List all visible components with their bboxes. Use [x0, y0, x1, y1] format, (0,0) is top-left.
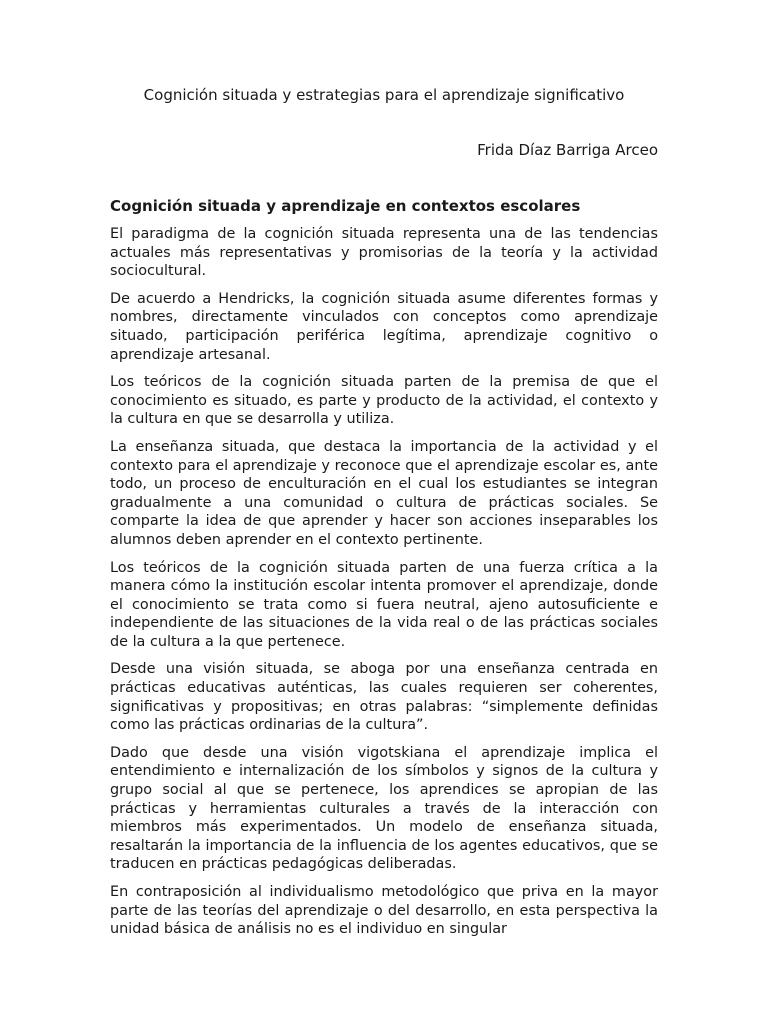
paragraph: En contraposición al individualismo metodológico que priva en la mayor parte de las teorías del aprendizaje o del desarrollo, en esta perspectiva la unidad básica de análisis no es el individuo en singular [110, 884, 658, 938]
paragraph: Los teóricos de la cognición situada parten de una fuerza crítica a la manera cómo la institución escolar intenta promover el aprendizaje, donde el conocimiento se trata como si fuera neutral, ajeno autosuficiente e independiente de las situaciones de la vida real o de las prácticas sociales de la cultura a la que pertenece. [110, 559, 658, 650]
document-title: Cognición situada y estrategias para el aprendizaje significativo [143, 86, 625, 104]
paragraph: Dado que desde una visión vigotskiana el aprendizaje implica el entendimiento e internalización de los símbolos y signos de la cultura y grupo social al que se pertenece, los aprendices se apropian de las prácticas y herramientas culturales a través de la interacción con miembros más experimentados. Un modelo de enseñanza situada, resaltarán la importancia de la influencia de los agentes educativos, que se traducen en prácticas pedagógicas deliberadas. [110, 744, 658, 873]
paragraph: El paradigma de la cognición situada representa una de las tendencias actuales más representativas y promisorias de la teoría y la actividad sociocultural. [110, 226, 658, 280]
section-heading: Cognición situada y aprendizaje en contextos escolares [110, 197, 581, 215]
paragraph: Desde una visión situada, se aboga por una enseñanza centrada en prácticas educativas auténticas, las cuales requieren ser coherentes, significativas y propositivas; en otras palabras: “simplemente definidas como las prácticas ordinarias de la cultura”. [110, 661, 658, 734]
paragraph: La enseñanza situada, que destaca la importancia de la actividad y el contexto para el aprendizaje y reconoce que el aprendizaje escolar es, ante todo, un proceso de enculturación en el cual los estudiantes se integran gradualmente a una comunidad o cultura de prácticas sociales. Se comparte la idea de que aprender y hacer son acciones inseparables los alumnos deben aprender en el contexto pertinente. [110, 438, 658, 548]
body-text [110, 225, 658, 948]
paragraph: Los teóricos de la cognición situada parten de la premisa de que el conocimiento es situado, es parte y producto de la actividad, el contexto y la cultura en que se desarrolla y utiliza. [110, 374, 658, 428]
document-author: Frida Díaz Barriga Arceo [477, 141, 658, 159]
paragraph: De acuerdo a Hendricks, la cognición situada asume diferentes formas y nombres, directamente vinculados con conceptos como aprendizaje situado, participación periférica legítima, aprendizaje cognitivo o aprendizaje artesanal. [110, 290, 658, 363]
